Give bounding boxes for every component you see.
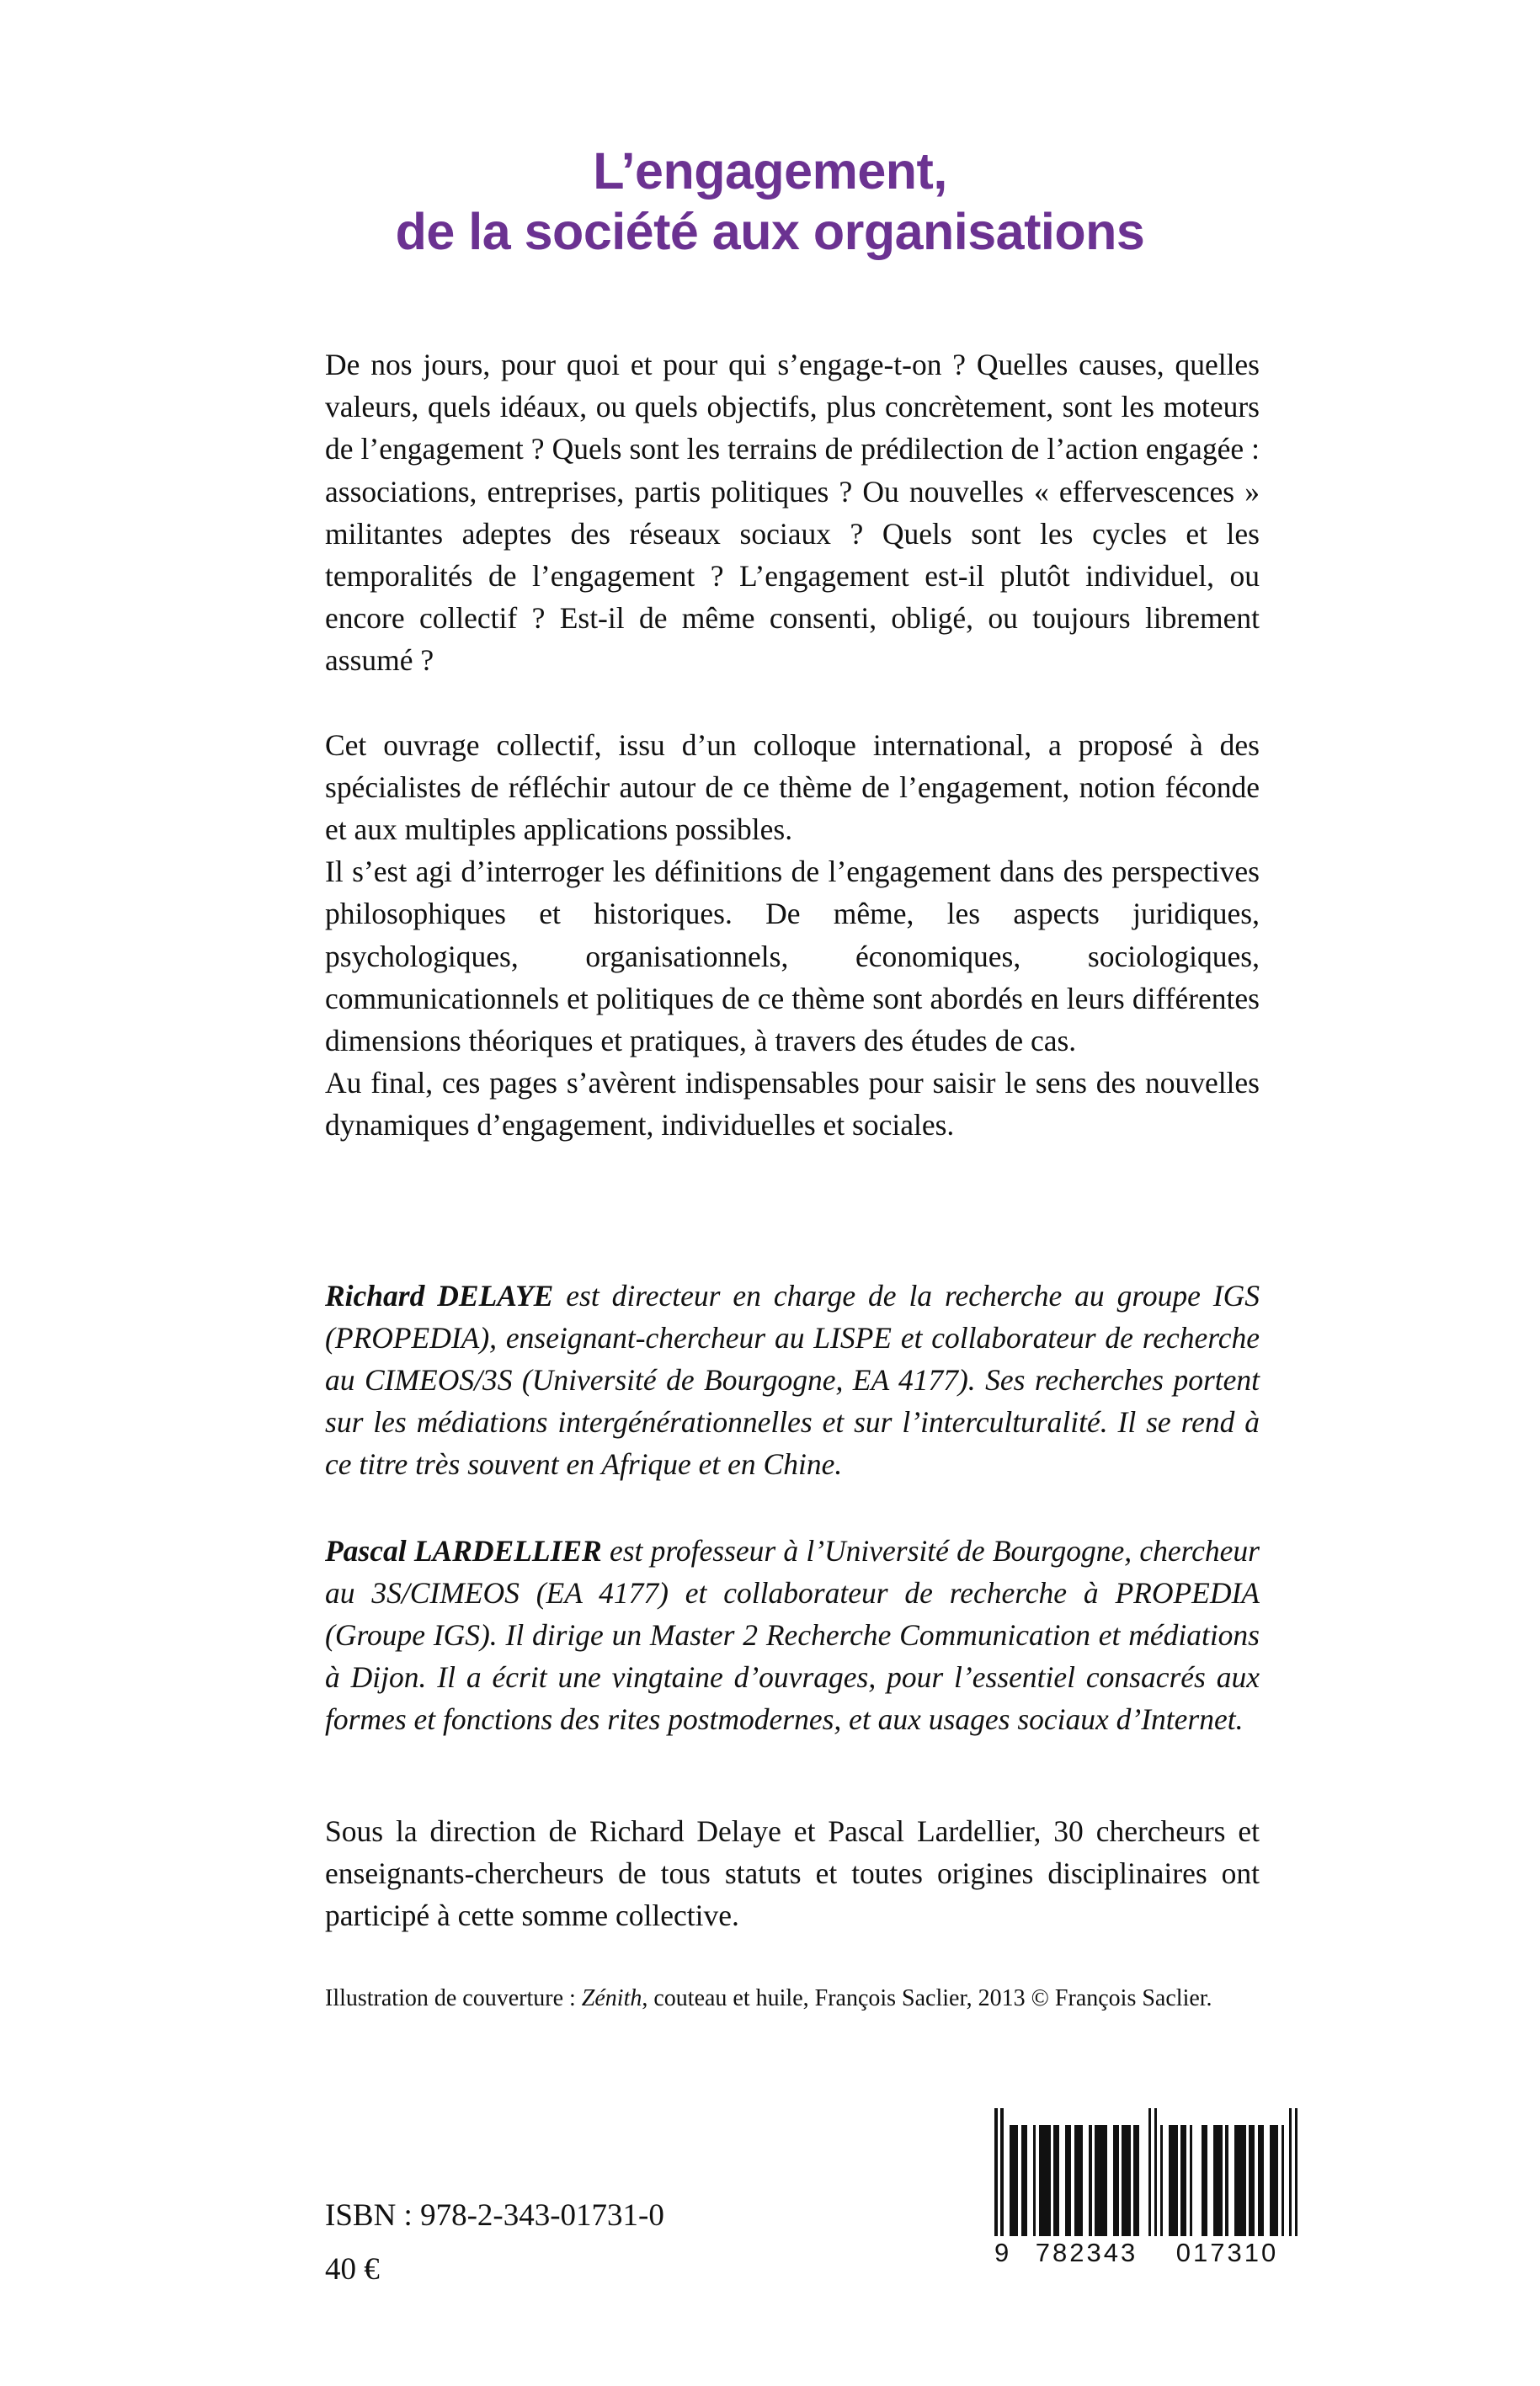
cover-artwork-title: Zénith: [581, 1985, 642, 2012]
isbn-number: ISBN : 978-2-343-01731-0: [325, 2198, 664, 2233]
barcode-bars: [994, 2125, 1298, 2236]
barcode-digits: [994, 2238, 1298, 2268]
cover-credit-prefix: Illustration de couverture :: [325, 1985, 582, 2012]
ean13-barcode: [994, 2125, 1298, 2268]
cover-credit-suffix: , couteau et huile, François Saclier, 2013 © François Saclier.: [642, 1985, 1212, 2012]
isbn-block: [325, 2189, 664, 2297]
blurb-paragraph-2: Cet ouvrage collectif, issu d’un colloque international, a proposé à des spécialistes de réfléchir autour de ce thème de l’engagement, notion féconde et aux multiples applications possibles.: [325, 727, 1260, 847]
blurb-paragraph-3: Il s’est agi d’interroger les définitions de l’engagement dans des perspectives philosophiques et historiques. De même, les aspects juridiques, psychologiques, organisationnels, économiques, sociologiques, communicationnels et politiques de ce thème sont abordés en leurs différentes dimensions théoriques et pratiques, à travers des études de cas.: [325, 855, 1260, 1058]
book-title: [0, 141, 1540, 263]
barcode-digit-left: 9: [994, 2238, 1010, 2267]
book-title-line-1: L’engagement,: [593, 142, 947, 200]
barcode-digits-right: 017310: [1175, 2238, 1279, 2267]
author-bio-text-richard-delaye: est directeur en charge de la recherche au groupe IGS (PROPEDIA), enseignant-chercheur au LISPE et collaborateur de recherche au CIMEOS/3S (Université de Bourgogne, EA 4177). Ses recherches portent sur les médiations intergénérationnelles et sur l’interculturalité. Il se rend à ce titre très souvent en Afrique et en Chine.: [325, 1278, 1260, 1482]
price-label: 40 €: [325, 2252, 380, 2287]
blurb-paragraph-1: De nos jours, pour quoi et pour qui s’engage-t-on ? Quelles causes, quelles valeurs, quels idéaux, ou quels objectifs, plus concrètement, sont les moteurs de l’engagement ? Quels sont les terrains de prédilection de l’action engagée : associations, entreprises, partis politiques ? Ou nouvelles « effervescences » militantes adeptes des réseaux sociaux ? Quels sont les cycles et les temporalités de l’engagement ? L’engagement est-il plutôt individuel, ou encore collectif ? Est-il de même consenti, obligé, ou toujours librement assumé ?: [325, 348, 1260, 678]
blurb-paragraph-4: Au final, ces pages s’avèrent indispensables pour saisir le sens des nouvelles dynamiques d’engagement, individuelles et sociales.: [325, 1066, 1260, 1142]
author-bio-pascal-lardellier: [325, 1530, 1260, 1741]
back-cover-footer: [325, 2189, 1298, 2349]
back-cover-text-column: [325, 344, 1260, 2015]
barcode-digits-middle: 782343: [1035, 2238, 1138, 2267]
cover-illustration-credit: [325, 1983, 1260, 2015]
author-name-pascal-lardellier: Pascal LARDELLIER: [325, 1533, 602, 1568]
editors-note: Sous la direction de Richard Delaye et Pascal Lardellier, 30 chercheurs et enseignants-chercheurs de tous statuts et toutes origines disciplinaires ont participé à cette somme collective.: [325, 1813, 1260, 1933]
author-bio-text-pascal-lardellier: est professeur à l’Université de Bourgogne, chercheur au 3S/CIMEOS (EA 4177) et collaborateur de recherche à PROPEDIA (Groupe IGS). Il dirige un Master 2 Recherche Communication et médiations à Dijon. Il a écrit une vingtaine d’ouvrages, pour l’essentiel consacrés aux formes et fonctions des rites postmodernes, et aux usages sociaux d’Internet.: [325, 1533, 1260, 1737]
author-name-richard-delaye: Richard DELAYE: [325, 1278, 554, 1313]
author-bio-richard-delaye: [325, 1275, 1260, 1486]
book-title-line-2: de la société aux organisations: [395, 202, 1145, 260]
